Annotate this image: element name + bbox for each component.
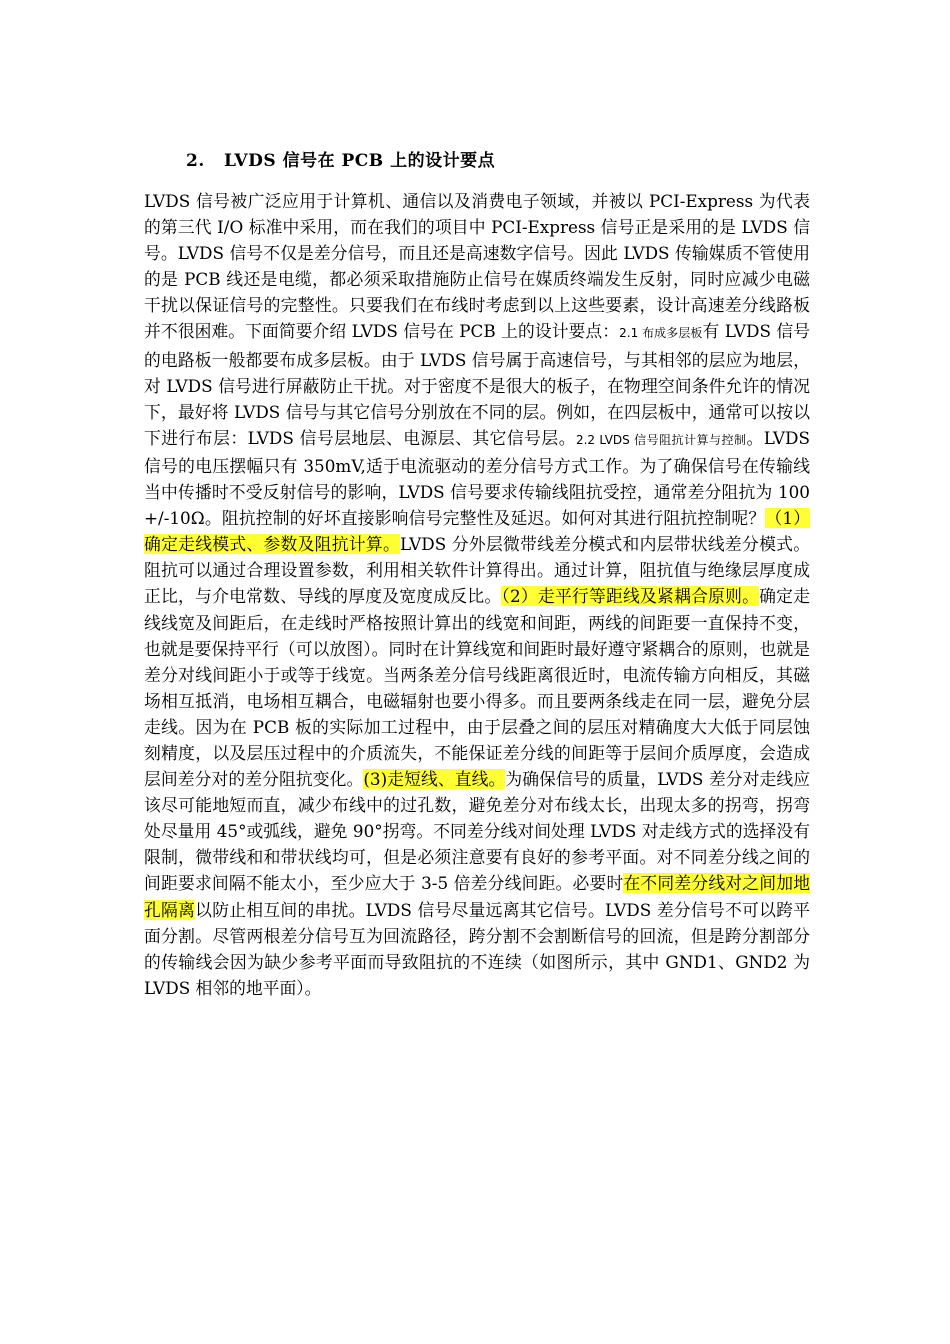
highlight-parallel-coupling: （2）走平行等距线及紧耦合原则。 xyxy=(501,586,760,607)
body-paragraph xyxy=(144,188,810,1001)
section-title: LVDS 信号在 PCB 上的设计要点 xyxy=(224,151,496,171)
highlight-ground-via-isolation: 在不同差分线对之间加地孔隔离 xyxy=(144,873,810,920)
routing-mode-text: LVDS 分外层微带线差分模式和内层带状线差分模式。阻抗可以通过合理设置参数，利用相关软件计算得出。通过计算，阻抗值与绝缘层厚度成正比，与介电常数、导线的厚度及宽度成反比。 xyxy=(144,534,810,607)
closing-text: 以防止相互间的串扰。LVDS 信号尽量远离其它信号。LVDS 差分信号不可以跨平面分割。尽管两根差分信号互为回流路径，跨分割不会割断信号的回流，但是跨分割部分的传输线会因为缺少参考平面而导致阻抗的不连续（如图所示，其中 GND1、GND2 为 LVDS 相邻的地平面）。 xyxy=(144,899,810,998)
highlight-short-straight: (3)走短线、直线。 xyxy=(363,769,506,790)
parallel-coupling-text: 确定走线线宽及间距后，在走线时严格按照计算出的线宽和间距，两线的间距要一直保持不变，也就是要保持平行（可以放图）。同时在计算线宽和间距时最好遵守紧耦合的原则，也就是差分对线间距小于或等于线宽。当两条差分信号线距离很近时，电流传输方向相反，其磁场相互抵消，电场相互耦合，电磁辐射也要小得多。而且要两条线走在同一层，避免分层走线。因为在 PCB 板的实际加工过程中，由于层叠之间的层压对精确度大大低于同层蚀刻精度，以及层压过程中的介质流失，不能保证差分线的间距等于层间介质厚度，会造成层间差分对的差分阻抗变化。 xyxy=(144,586,810,790)
subsection-title-2-2: 2.2 LVDS 信号阻抗计算与控制 xyxy=(575,432,747,447)
intro-text: LVDS 信号被广泛应用于计算机、通信以及消费电子领域，并被以 PCI-Express 为代表的第三代 I/O 标准中采用，而在我们的项目中 PCI-Express 信号正是采用的是 LVDS 信号。LVDS 信号不仅是差分信号，而且还是高速数字信号。因此 LVDS 传输媒质不管使用的是 PCB 线还是电缆，都必须采取措施防止信号在媒质终端发生反射，同时应减少电磁干扰以保证信号的完整性。只要我们在布线时考虑到以上这些要素，设计高速差分线路板并不很困难。下面简要介绍 LVDS 信号在 PCB 上的设计要点： xyxy=(144,191,810,342)
multilayer-text: 有 LVDS 信号的电路板一般都要布成多层板。由于 LVDS 信号属于高速信号，与其相邻的层应为地层，对 LVDS 信号进行屏蔽防止干扰。对于密度不是很大的板子，在物理空间条件允许的情况下，最好将 LVDS 信号与其它信号分别放在不同的层。例如，在四层板中，通常可以按以下进行布层：LVDS 信号层地层、电源层、其它信号层。 xyxy=(144,321,810,448)
short-straight-text: 为确保信号的质量，LVDS 差分对走线应该尽可能地短而直，减少布线中的过孔数，避免差分对布线太长，出现太多的拐弯，拐弯处尽量用 45°或弧线，避免 90°拐弯。不同差分线对间处理 LVDS 对走线方式的选择没有限制，微带线和和带状线均可，但是必须注意要有良好的参考平面。对不同差分线之间的间距要求间隔不能太小，至少应大于 3-5 倍差分线间距。必要时 xyxy=(144,769,810,894)
section-heading xyxy=(186,146,495,171)
highlight-routing-mode: （1）确定走线模式、参数及阻抗计算。 xyxy=(144,508,810,555)
subsection-title-2-1: 2.1 布成多层板 xyxy=(619,326,703,341)
section-number: 2. xyxy=(186,151,205,171)
impedance-text: 。LVDS 信号的电压摆幅只有 350mV,适于电流驱动的差分信号方式工作。为了确保信号在传输线当中传播时不受反射信号的影响，LVDS 信号要求传输线阻抗受控，通常差分阻抗为 100+/-10Ω。阻抗控制的好坏直接影响信号完整性及延迟。如何对其进行阻抗控制呢？ xyxy=(144,427,810,529)
